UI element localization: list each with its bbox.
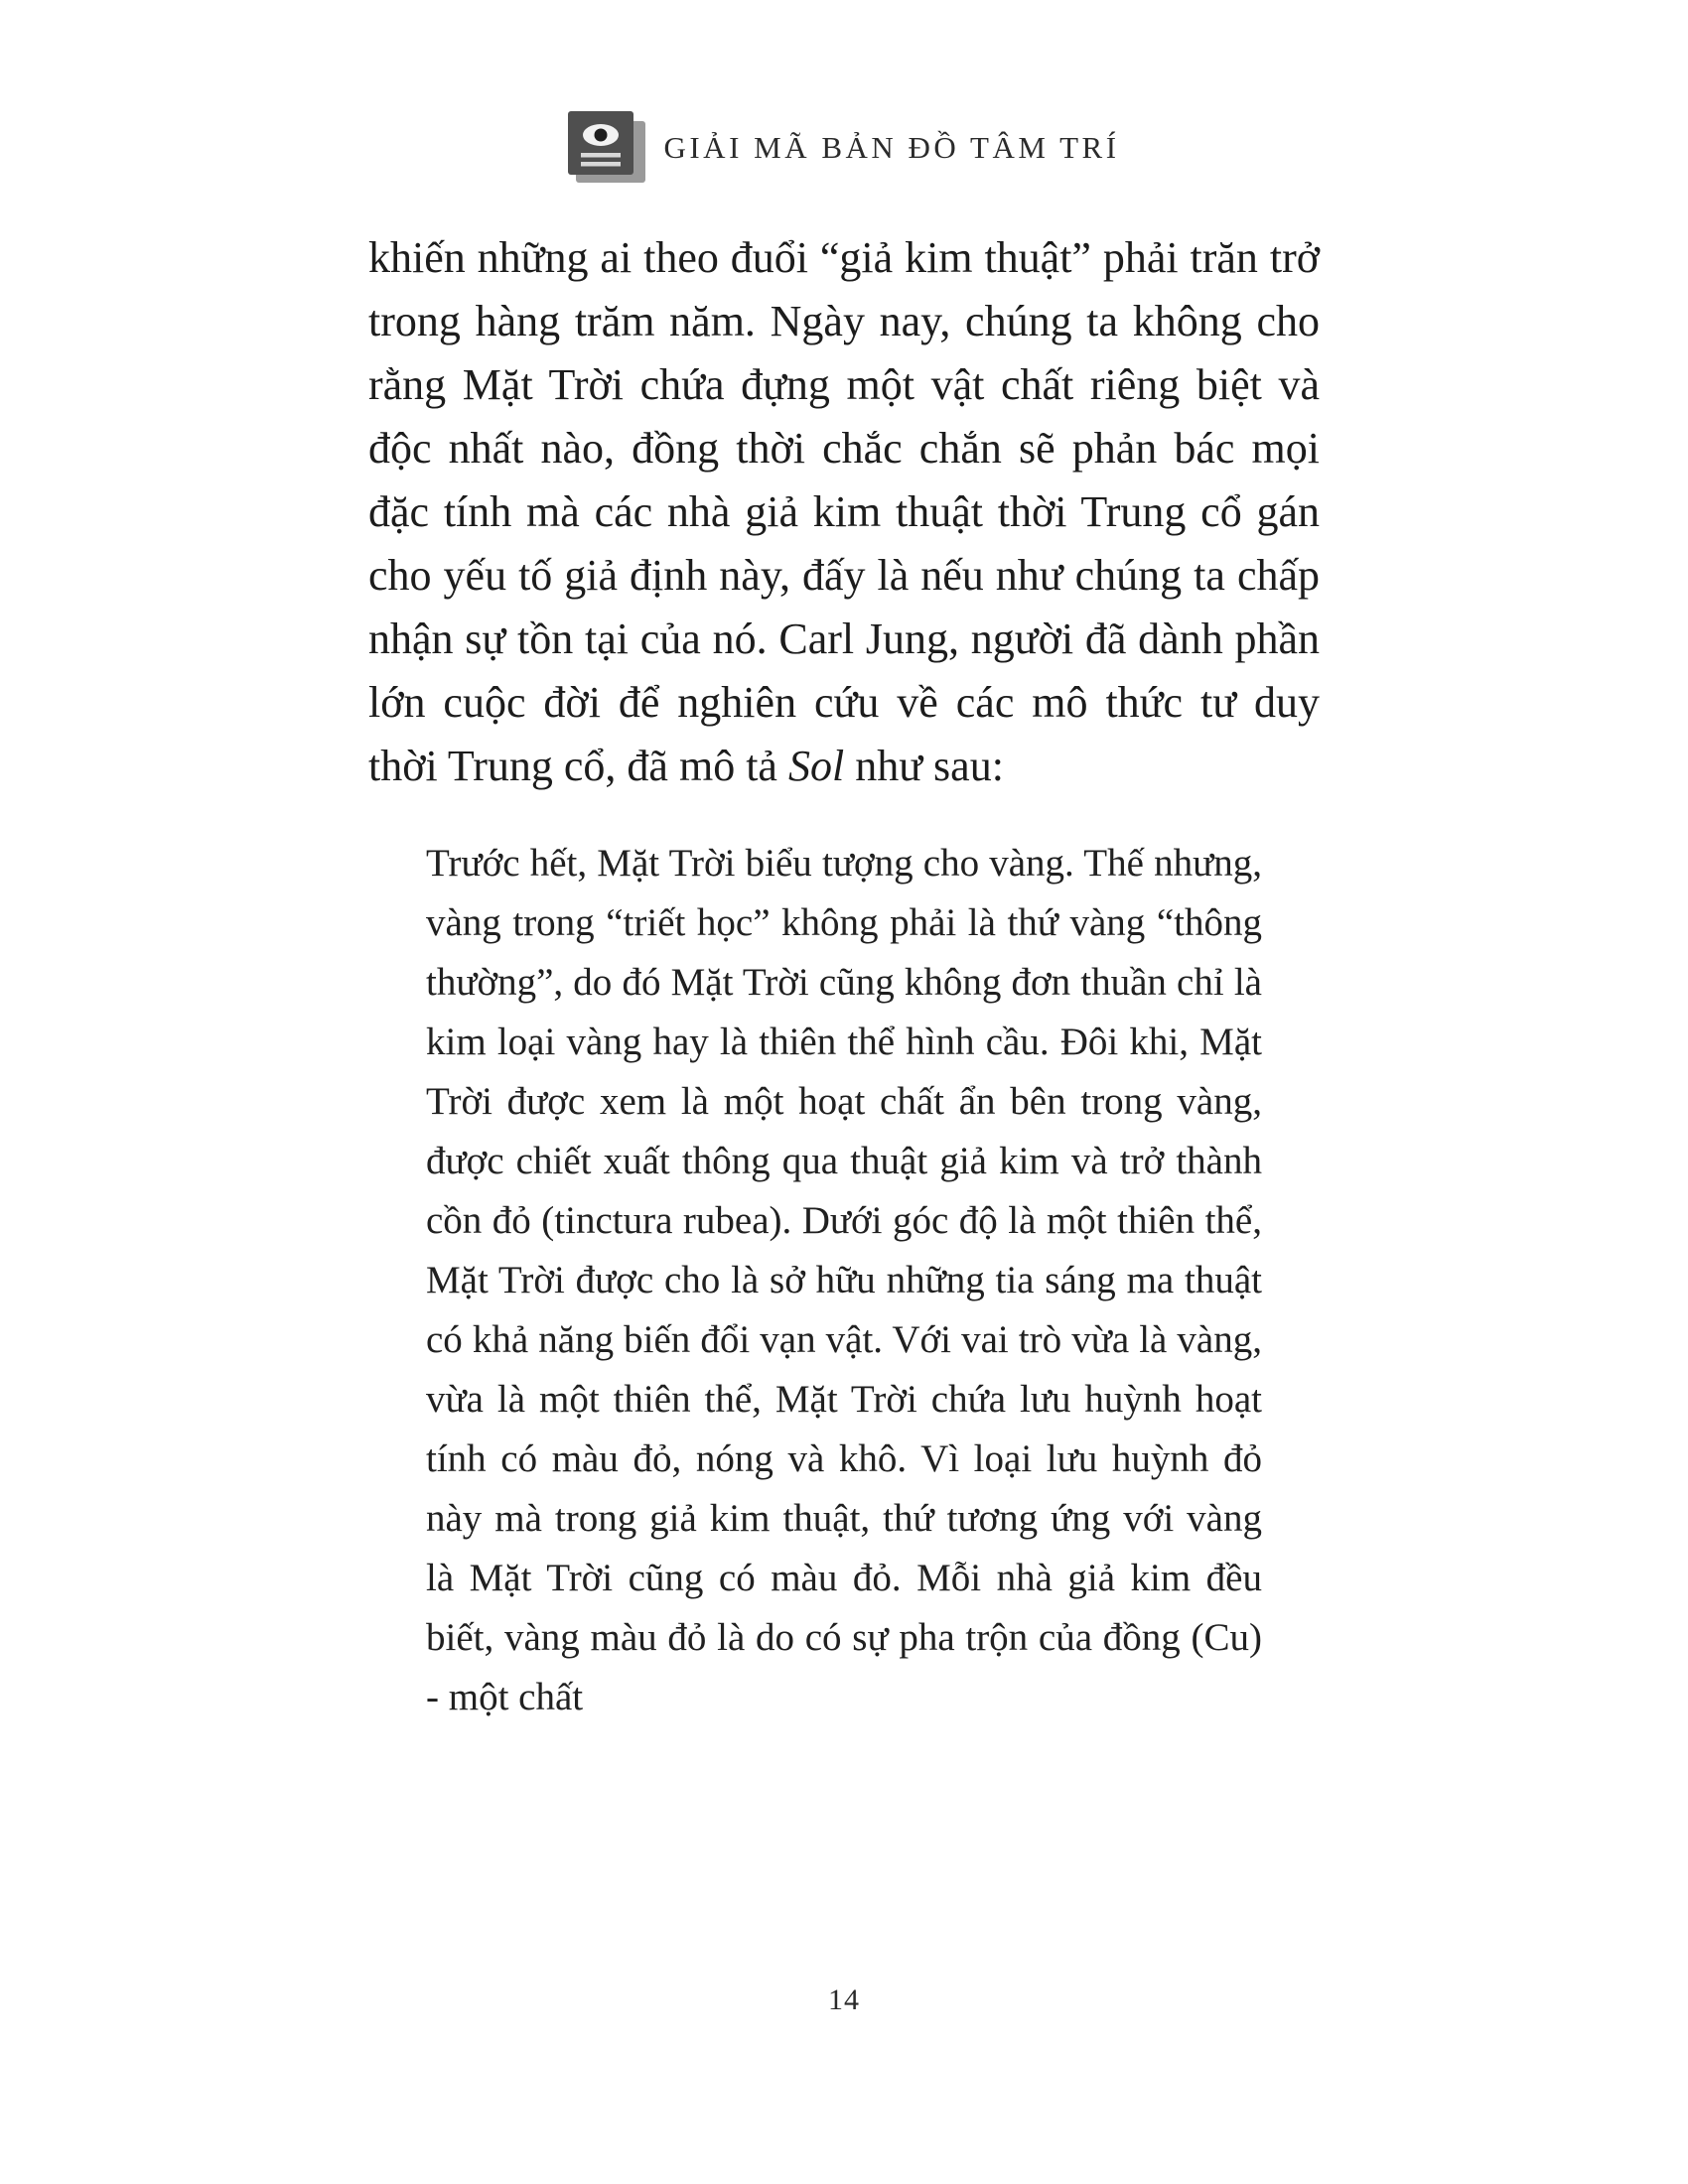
italic-term-sol: Sol — [787, 742, 845, 790]
paragraph-text-after-italic: như sau: — [844, 742, 1004, 790]
page-number: 14 — [828, 1983, 860, 2016]
book-with-eye-logo-icon — [568, 111, 647, 185]
running-header — [0, 111, 1688, 185]
running-header-title: GIẢI MÃ BẢN ĐỒ TÂM TRÍ — [663, 130, 1120, 165]
block-quote: Trước hết, Mặt Trời biểu tượng cho vàng. Thế nhưng, vàng trong “triết học” không phải là thứ vàng “thông thường”, do đó Mặt Trời cũng không đơn thuần chỉ là kim loại vàng hay là thiên thể hình cầu. Đôi khi, Mặt Trời được xem là một hoạt chất ẩn bên trong vàng, được chiết xuất thông qua thuật giả kim và trở thành cồn đỏ (tinctura rubea). Dưới góc độ là một thiên thể, Mặt Trời được cho là sở hữu những tia sáng ma thuật có khả năng biến đổi vạn vật. Với vai trò vừa là vàng, vừa là một thiên thể, Mặt Trời chứa lưu huỳnh hoạt tính có màu đỏ, nóng và khô. Vì loại lưu huỳnh đỏ này mà trong giả kim thuật, thứ tương ứng với vàng là Mặt Trời cũng có màu đỏ. Mỗi nhà giả kim đều biết, vàng màu đỏ là do có sự pha trộn của đồng (Cu) - một chất — [426, 842, 1262, 1718]
paragraph-text-before-italic: khiến những ai theo đuổi “giả kim thuật” phải trăn trở trong hàng trăm năm. Ngày nay, chúng ta không cho rằng Mặt Trời chứa đựng một vật chất riêng biệt và độc nhất nào, đồng thời chắc chắn sẽ phản bác mọi đặc tính mà các nhà giả kim thuật thời Trung cổ gán cho yếu tố giả định này, đấy là nếu như chúng ta chấp nhận sự tồn tại của nó. Carl Jung, người đã dành phần lớn cuộc đời để nghiên cứu về các mô thức tư duy thời Trung cổ, đã mô tả — [368, 233, 1320, 790]
page-content — [0, 226, 1688, 1727]
body-paragraph — [368, 226, 1320, 798]
page-footer — [0, 1983, 1688, 2017]
